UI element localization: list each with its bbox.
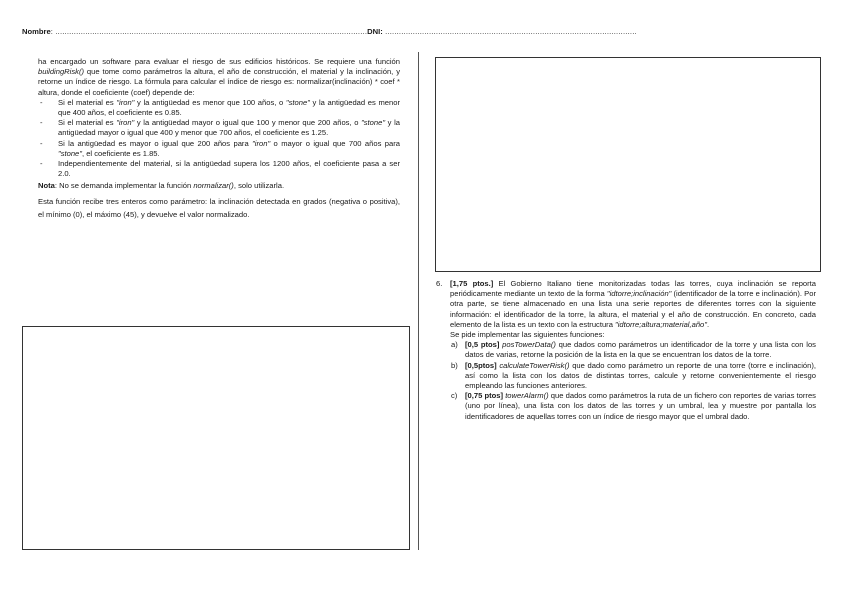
- coefficient-rules-list: [38, 98, 400, 180]
- column-divider: [418, 52, 419, 550]
- note-label: Nota: [38, 181, 55, 191]
- left-column-text: [38, 57, 400, 221]
- answer-box-right[interactable]: [435, 57, 821, 272]
- dni-label: DNI:: [367, 27, 383, 36]
- normalize-description: Esta función recibe tres enteros como parámetro: la inclinación detectada en grados (negativa o positiva), el mínimo (0), el máximo (45), y devuelve el valor normalizado.: [38, 196, 400, 219]
- subtask-b: b) [0,5ptos] calculateTowerRisk() que dado como parámetro un reporte de una torre (torre e inclinación), así como la lista con los datos de distintas torres, calcule y retorne convenientemente el riesgo empleando las funciones anteriores.: [451, 360, 816, 391]
- list-item: - Si el material es "iron" y la antigüedad mayor o igual que 100 y menor que 200 años, o "stone" y la antigüedad mayor o igual que 400 y menor que 700 años, el coeficiente es 1.25.: [38, 118, 400, 138]
- list-item: - Si la antigüedad es mayor o igual que 200 años para "iron" o mayor o igual que 700 años para "stone", el coeficiente es 1.85.: [38, 139, 400, 159]
- nombre-field-line: : .......................................................................................................................................: [50, 27, 368, 36]
- list-item: - Si el material es "iron" y la antigüedad es menor que 100 años, o "stone" y la antigüedad es menor que 400 años, el coeficiente es 0.85.: [38, 98, 400, 118]
- function-name: buildingRisk(): [38, 67, 85, 77]
- note-paragraph: Nota: No se demanda implementar la función normalizar(), solo utilizarla.: [38, 181, 285, 191]
- subtasks-intro: Se pide implementar las siguientes funciones:: [450, 330, 605, 340]
- question-number: 6.: [436, 279, 443, 288]
- student-info-header: [22, 27, 828, 36]
- problem-statement: ha encargado un software para evaluar el riesgo de sus edificios históricos. Se requiere una función buildingRisk() que tome como parámetros la altura, el año de construcción, el material y la inclinación, y retorne un índice de riesgo. La fórmula para calcular el índice de riesgo es: normalizar(inclinación) * coef * altura, donde el coeficiente (coef) depende de:: [38, 57, 400, 97]
- list-item: - Independientemente del material, si la antigüedad supera los 1200 años, el coeficiente pasa a ser 2.0.: [38, 159, 400, 179]
- subtask-a: a) [0,5 ptos] posTowerData() que dados como parámetros un identificador de la torre y una lista con los datos de varias, retorne la posición de la lista en la que se encuentran los datos de la torre.: [451, 340, 816, 360]
- answer-box-left[interactable]: [22, 326, 410, 550]
- dni-field-line: .............................................................................................................: [382, 27, 637, 36]
- question-points: [1,75 ptos.]: [450, 279, 494, 288]
- question-6-statement: 6. [1,75 ptos.] El Gobierno Italiano tiene monitorizadas todas las torres, cuya inclinación se reporta periódicamente mediante un texto de la forma "idtorre;inclinación" (identificador de la torre e inclinación). Por otra parte, se tiene almacenado en una lista una serie reportes de diferentes torres con la siguiente información: el identificador de la torre, la altura, el material y el año de construcción. En concreto, cada elemento de la lista es un texto con la estructura "idtorre;altura;material,año". Se pide implementar las siguientes funciones: a) [0,5 ptos] posTowerData() que dados como parámetros un identificador de la torre y una lista con los datos de varias, retorne la posición de la lista en la que se encuentran los datos de la torre. b) [0,5ptos] calculateTowerRisk() que dado como parámetro un reporte de una torre (torre e inclinación), así como la lista con los datos de distintas torres, calcule y retorne convenientemente el riesgo empleando las funciones anteriores. c) [0,75 ptos] towerAlarm() que dados como parámetros la ruta de un fichero con reportes de varias torres (uno por línea), una lista con los datos de las torres y un umbral, lea y muestre por pantalla los identificadores de aquellas torres con un índice de riesgo mayor que el umbral dado.: [436, 279, 817, 421]
- subtask-c: c) [0,75 ptos] towerAlarm() que dados como parámetros la ruta de un fichero con reportes de varias torres (uno por línea), una lista con los datos de las torres y un umbral, lea y muestre por pantalla los identificadores de aquellas torres con un índice de riesgo mayor que el umbral dado.: [451, 391, 816, 421]
- nombre-label: Nombre: [22, 27, 51, 36]
- question-6: [436, 279, 816, 422]
